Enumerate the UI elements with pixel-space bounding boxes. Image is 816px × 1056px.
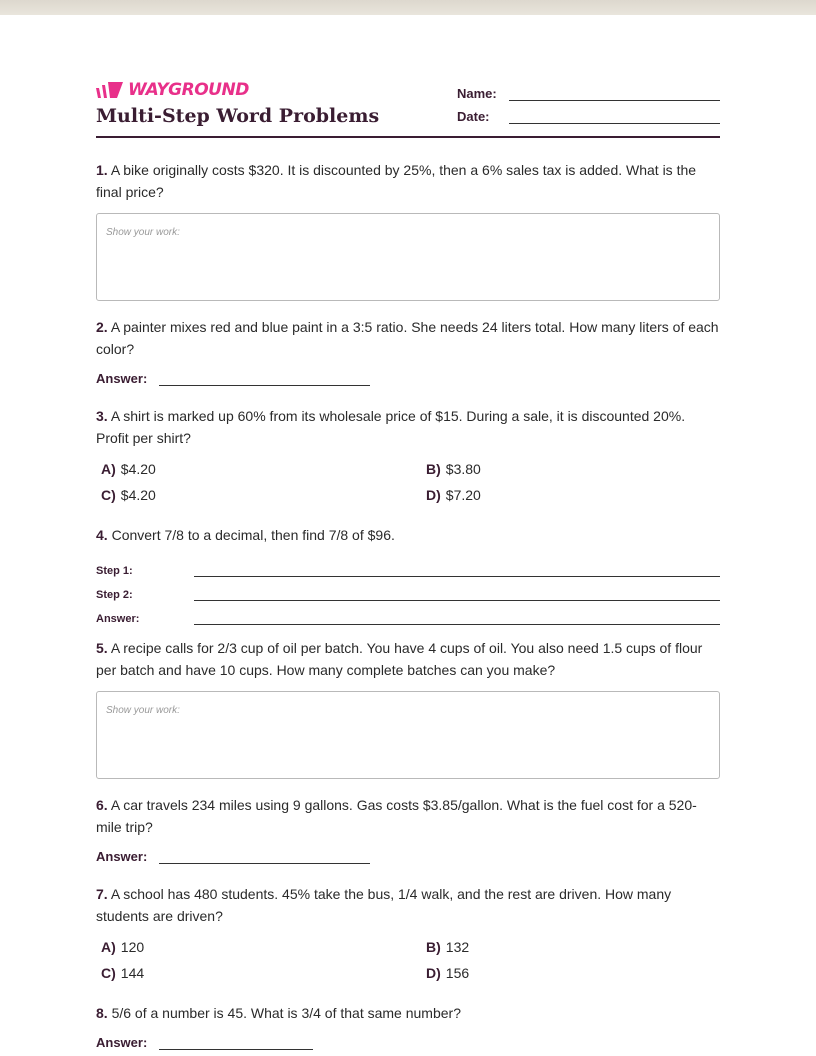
date-field[interactable] <box>509 110 720 124</box>
step-lines <box>96 553 720 625</box>
answer-label: Answer: <box>96 1035 148 1050</box>
step-1-field[interactable] <box>194 567 720 577</box>
answer-field[interactable] <box>159 374 370 386</box>
choice-value: 144 <box>120 965 145 981</box>
step-label: Step 2: <box>96 589 133 601</box>
answer-label: Answer: <box>96 849 148 864</box>
answer-row <box>96 1032 720 1050</box>
question-text <box>96 316 720 360</box>
step-row <box>96 553 720 577</box>
choice-letter: C) <box>101 965 116 981</box>
answer-label: Answer: <box>96 371 148 386</box>
question-6 <box>96 794 720 864</box>
work-label: Show your work: <box>106 705 180 716</box>
name-field[interactable] <box>509 87 720 101</box>
choice-b[interactable] <box>426 458 725 480</box>
choice-letter: B) <box>426 939 441 955</box>
question-prompt: A bike originally costs $320. It is discounted by 25%, then a 6% sales tax is added. What is the final price? <box>96 162 697 200</box>
worksheet-header <box>96 78 720 138</box>
question-4 <box>96 524 720 625</box>
worksheet-title: Multi-Step Word Problems <box>96 105 380 127</box>
choice-value: $3.80 <box>445 461 481 477</box>
student-info <box>457 78 720 124</box>
step-row <box>96 577 720 601</box>
choice-c[interactable] <box>101 484 426 506</box>
question-2 <box>96 316 720 386</box>
question-prompt: A school has 480 students. 45% take the bus, 1/4 walk, and the rest are driven. How many students are driven? <box>96 886 672 924</box>
question-3 <box>96 405 720 506</box>
question-prompt: A car travels 234 miles using 9 gallons. Gas costs $3.85/gallon. What is the fuel cost for a 520-mile trip? <box>96 797 697 835</box>
question-prompt: A recipe calls for 2/3 cup of oil per batch. You have 4 cups of oil. You also need 1.5 cups of flour per batch and have 10 cups. How many complete batches can you make? <box>96 640 703 678</box>
question-7 <box>96 883 720 984</box>
question-text <box>96 524 720 546</box>
wayground-logo-icon <box>96 82 124 98</box>
answer-field[interactable] <box>159 852 370 864</box>
brand-logo <box>96 80 249 100</box>
question-number: 3. <box>96 408 108 424</box>
question-5 <box>96 637 720 779</box>
name-label: Name: <box>457 86 497 101</box>
answer-row <box>96 368 720 386</box>
question-text <box>96 637 720 681</box>
question-1 <box>96 159 720 301</box>
choice-value: $4.20 <box>120 487 156 503</box>
choice-value: 120 <box>120 939 145 955</box>
work-label: Show your work: <box>106 227 180 238</box>
answer-choices <box>96 458 720 506</box>
step-label: Answer: <box>96 613 140 625</box>
top-band <box>0 0 816 15</box>
choice-a[interactable] <box>101 458 426 480</box>
choice-d[interactable] <box>426 962 725 984</box>
choice-letter: A) <box>101 461 116 477</box>
question-prompt: A shirt is marked up 60% from its wholesale price of $15. During a sale, it is discounted 20%. Profit per shirt? <box>96 408 686 446</box>
choice-letter: A) <box>101 939 116 955</box>
name-row <box>457 78 720 101</box>
choice-letter: C) <box>101 487 116 503</box>
work-box[interactable] <box>96 213 720 301</box>
question-prompt: Convert 7/8 to a decimal, then find 7/8 of $96. <box>111 527 395 543</box>
answer-choices <box>96 936 720 984</box>
question-8 <box>96 1002 720 1050</box>
work-box[interactable] <box>96 691 720 779</box>
question-number: 4. <box>96 527 108 543</box>
question-text <box>96 794 720 838</box>
answer-row <box>96 846 720 864</box>
question-text <box>96 1002 720 1024</box>
question-number: 7. <box>96 886 108 902</box>
date-row <box>457 101 720 124</box>
question-prompt: 5/6 of a number is 45. What is 3/4 of that same number? <box>111 1005 461 1021</box>
answer-field[interactable] <box>159 1038 313 1050</box>
step-2-field[interactable] <box>194 591 720 601</box>
choice-value: 132 <box>445 939 470 955</box>
brand-name: WAYGROUND <box>128 80 249 100</box>
worksheet <box>96 78 720 1050</box>
choice-a[interactable] <box>101 936 426 958</box>
step-answer-field[interactable] <box>194 615 720 625</box>
step-row <box>96 601 720 625</box>
choice-d[interactable] <box>426 484 725 506</box>
question-number: 1. <box>96 162 108 178</box>
choice-c[interactable] <box>101 962 426 984</box>
choice-letter: D) <box>426 965 441 981</box>
question-number: 2. <box>96 319 108 335</box>
question-text <box>96 883 720 927</box>
question-text <box>96 405 720 449</box>
question-text <box>96 159 720 203</box>
question-number: 8. <box>96 1005 108 1021</box>
choice-value: $4.20 <box>120 461 156 477</box>
date-label: Date: <box>457 109 490 124</box>
question-number: 6. <box>96 797 108 813</box>
step-label: Step 1: <box>96 565 133 577</box>
choice-b[interactable] <box>426 936 725 958</box>
question-number: 5. <box>96 640 108 656</box>
choice-value: $7.20 <box>445 487 481 503</box>
choice-value: 156 <box>445 965 470 981</box>
question-prompt: A painter mixes red and blue paint in a 3:5 ratio. She needs 24 liters total. How many liters of each color? <box>96 319 719 357</box>
choice-letter: D) <box>426 487 441 503</box>
choice-letter: B) <box>426 461 441 477</box>
